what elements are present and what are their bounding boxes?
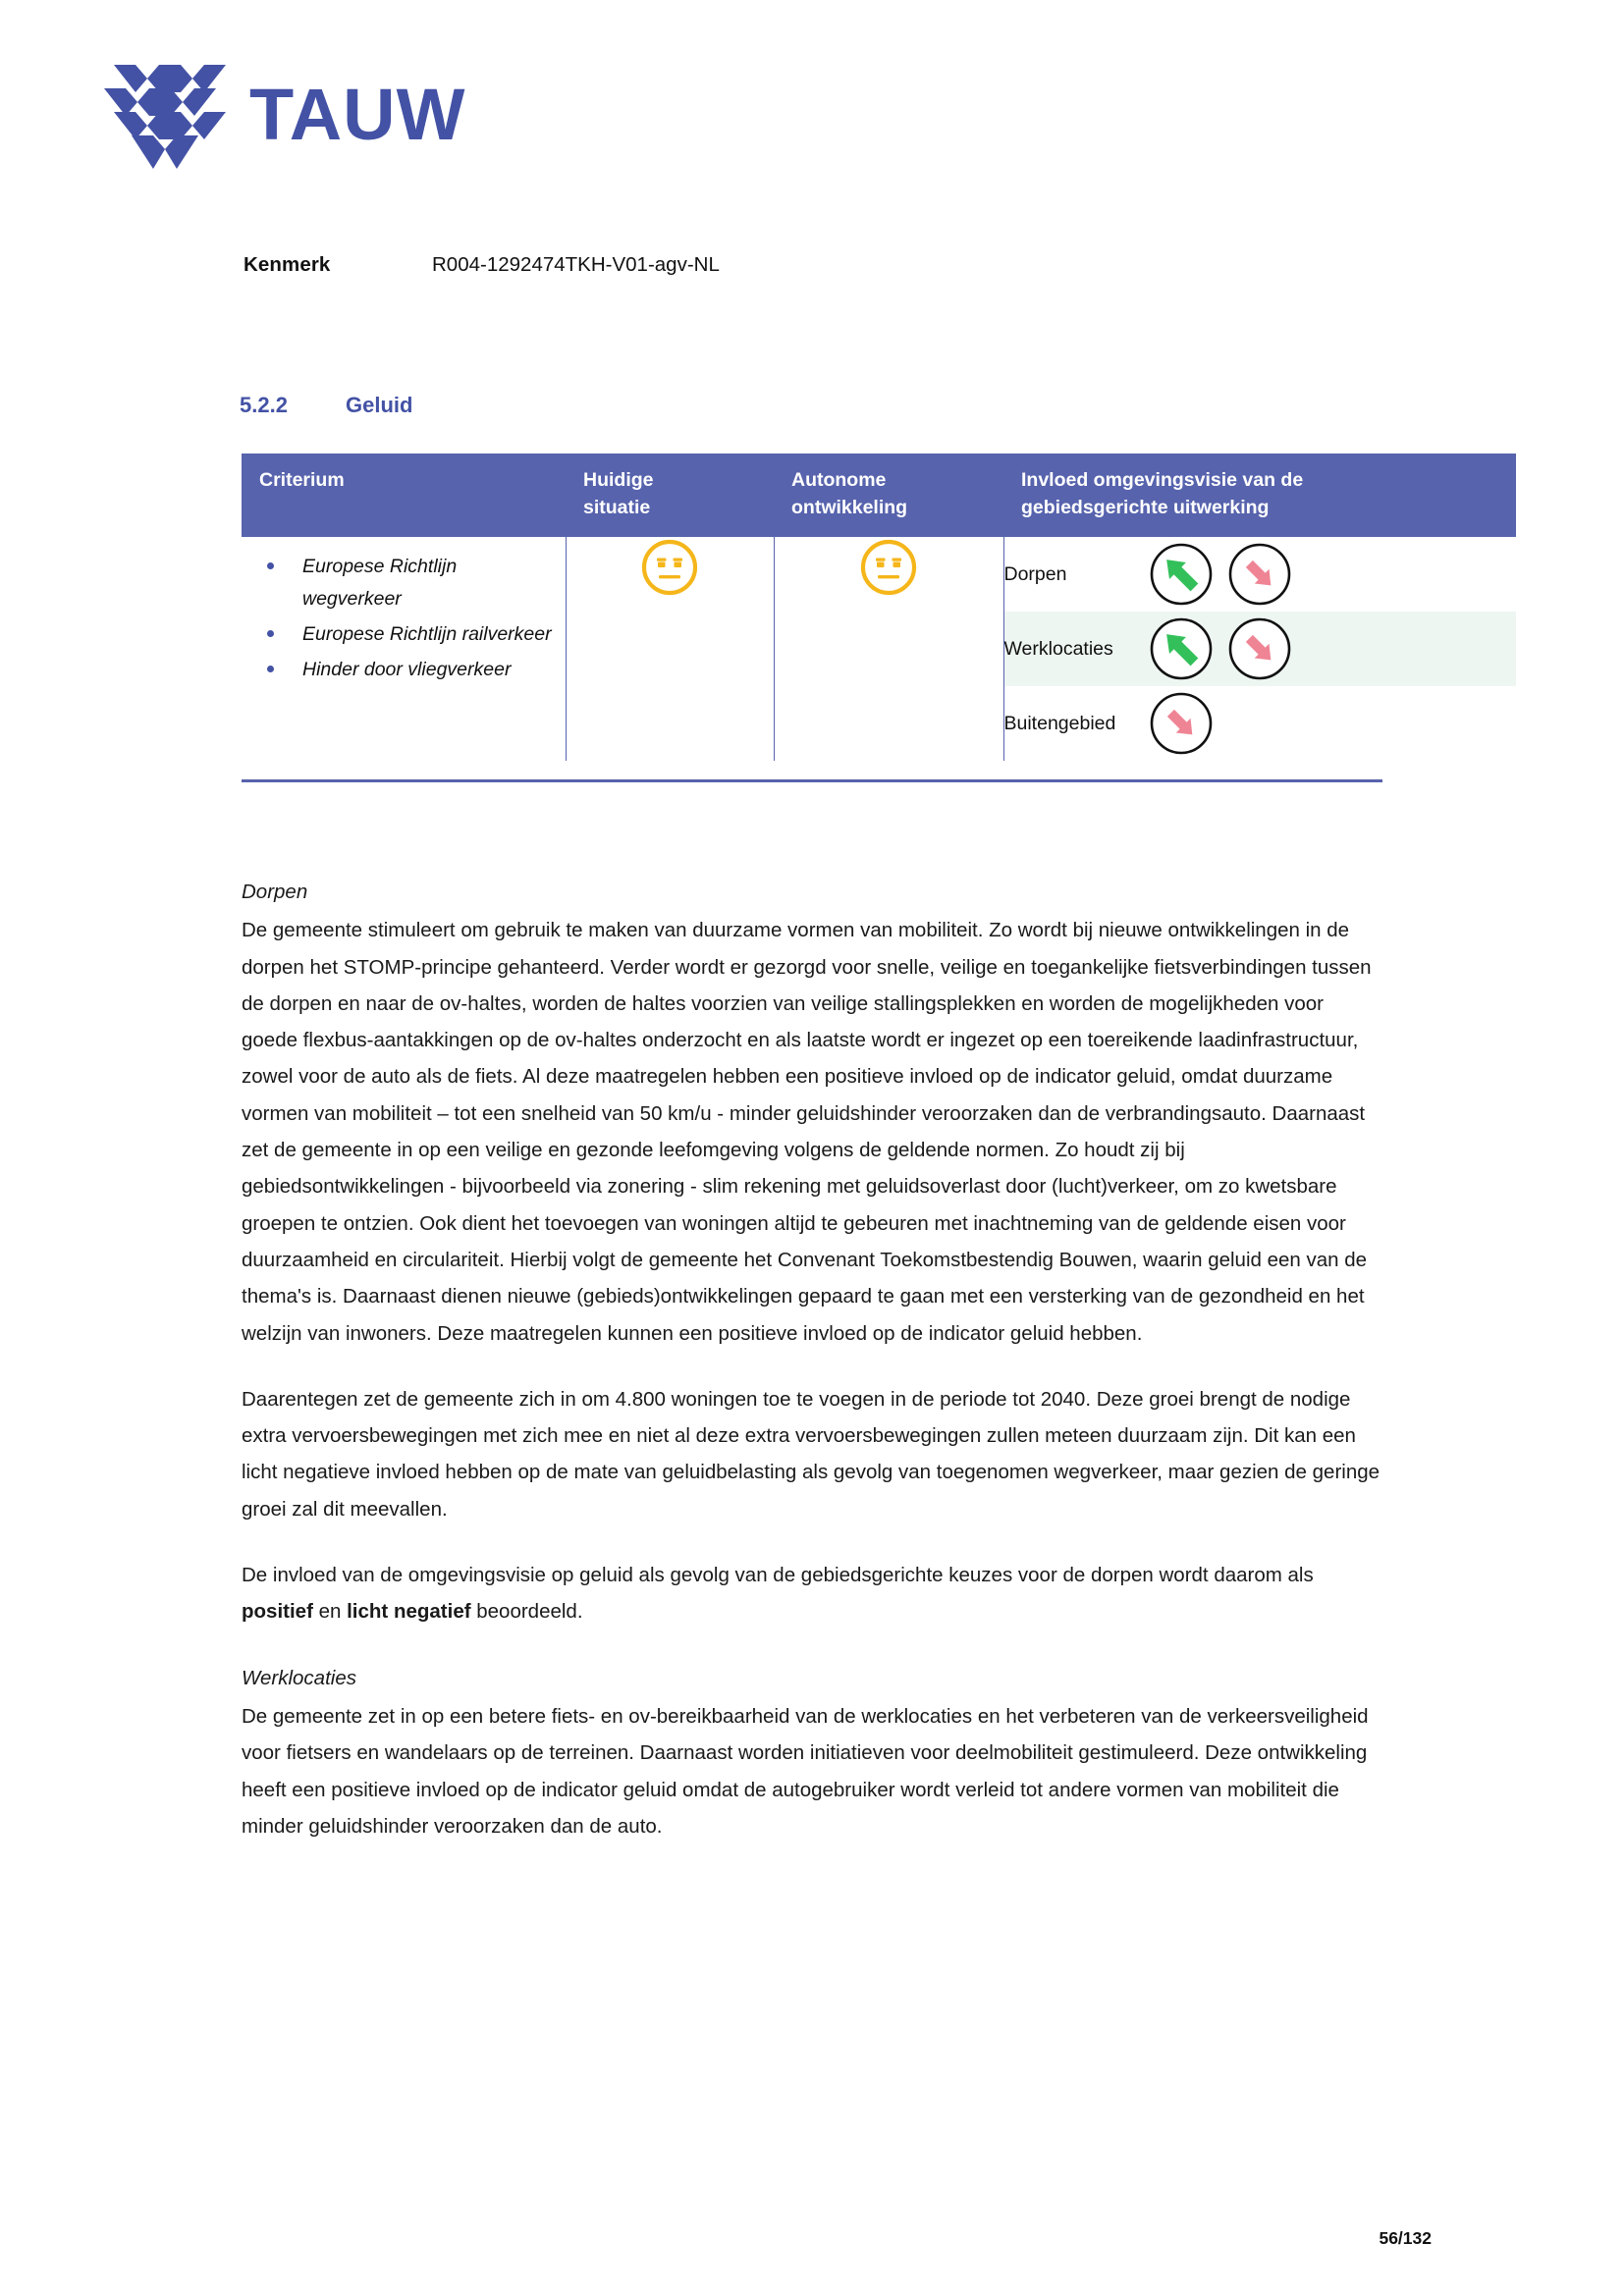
assessment-table [242,454,1516,761]
cell-autonome-ontwikkeling [774,537,1003,761]
cell-invloed-omgevingsvisie [1003,537,1516,761]
region-row-werklocaties [1004,612,1517,686]
neutral-face-icon [858,537,919,598]
cell-criteria [242,537,566,761]
table-header-row [242,454,1516,537]
column-header-autonome-ontwikkeling [774,454,1003,537]
paragraph-dorpen-2: Daarentegen zet de gemeente zich in om 4.800 woningen toe te voegen in de periode tot 2040. Deze groei brengt de nodige extra vervoersbewegingen met zich mee en niet al deze extra vervoersbewegingen zullen meteen duurzaam zijn. Dit kan een licht negatieve invloed hebben op de mate van geluidbelasting als gevolg van toegenomen wegverkeer, maar gezien de geringe groei zal dit meevallen. [242,1387,1380,1521]
tauw-logo [102,59,544,175]
column-header-invloed-line2: gebiedsgerichte uitwerking [1021,496,1270,518]
criteria-label: Europese Richtlijn wegverkeer [302,556,458,610]
arrow-down-right-red-icon [1144,686,1218,761]
conclusion-bold-licht-negatief: licht negatief [347,1600,471,1624]
column-header-criterium [242,454,566,537]
conclusion-text-part3: beoordeeld. [470,1600,583,1624]
subheading-werklocaties: Werklocaties [242,1666,356,1689]
conclusion-bold-positief: positief [242,1600,313,1624]
criteria-list [245,551,556,685]
main-content [242,874,1382,1844]
subheading-dorpen: Dorpen [242,881,308,903]
tauw-chevron-logo [102,59,228,175]
conclusion-text-part1: De invloed van de omgevingsvisie op geluid als gevolg van de gebiedsgerichte keuzes voor de dorpen wordt daarom als [242,1564,1314,1587]
table-body [242,537,1516,761]
column-header-invloed-line1: Invloed omgevingsvisie van de [1021,469,1304,491]
region-label: Werklocaties [1004,612,1144,686]
bullet-icon [267,666,274,672]
criteria-label: Europese Richtlijn railverkeer [302,623,552,646]
arrow-up-right-green-icon [1144,612,1218,686]
region-icons [1144,537,1517,612]
svg-text:TAUW: TAUW [249,79,466,155]
list-item [245,618,556,650]
page-title: Geluid [346,393,413,417]
arrow-down-right-red-icon [1222,537,1297,612]
page-number: 56/132 [1379,2228,1432,2248]
criteria-label: Hinder door vliegverkeer [302,659,512,681]
bullet-icon [267,630,274,637]
column-header-autonome-line1: Autonome [791,469,887,491]
table-row [242,537,1516,761]
conclusion-text-part2: en [312,1600,348,1624]
bullet-icon [267,562,274,569]
table-header [242,454,1516,537]
section-number: 5.2.2 [240,393,288,417]
column-header-criterium-line1: Criterium [259,469,345,491]
region-row-dorpen [1004,537,1517,612]
kenmerk-row [244,253,720,277]
region-icons [1144,612,1517,686]
arrow-up-right-green-icon [1144,537,1218,612]
column-header-invloed-omgevingsvisie [1003,454,1516,537]
tauw-wordmark [249,79,544,155]
list-item [245,654,556,685]
region-label: Dorpen [1003,562,1067,585]
region-icons [1144,686,1517,761]
paragraph-dorpen-conclusion [242,1557,1382,1630]
column-header-huidige-situatie [566,454,774,537]
section-heading [240,393,412,418]
list-item [245,551,556,614]
kenmerk-value: R004-1292474TKH-V01-agv-NL [432,253,720,276]
arrow-down-right-red-icon [1222,612,1297,686]
paragraph-werklocaties-1: De gemeente zet in op een betere fiets- en ov-bereikbaarheid van de werklocaties en het verbeteren van de verkeersveiligheid voor fietsers en wandelaars op de terreinen. Daarnaast worden initiatieven voor deelmobiliteit gestimuleerd. Deze ontwikkeling heeft een positieve invloed op de indicator geluid omdat de autogebruiker wordt verleid tot andere vormen van mobiliteit die minder geluidshinder veroorzaken dan de auto. [242,1704,1369,1838]
region-table [1004,537,1517,761]
region-label: Buitengebied [1003,712,1116,734]
column-header-huidige-line1: Huidige [583,469,654,491]
paragraph-dorpen-1: De gemeente stimuleert om gebruik te maken van duurzame vormen van mobiliteit. Zo wordt bij nieuwe ontwikkelingen in de dorpen het STOMP-principe gehanteerd. Verder wordt er gezorgd voor snelle, veilige en toegankelijke fietsverbindingen tussen de dorpen en naar de ov-haltes, worden de haltes voorzien van veilige stallingsplekken en worden de mogelijkheden voor goede flexbus-aantakkingen op de ov-haltes onderzocht en als laatste wordt er ingezet op een toereikende laadinfrastructuur, zowel voor de auto als de fiets. Al deze maatregelen hebben een positieve invloed op de indicator geluid, omdat duurzame vormen van mobiliteit – tot een snelheid van 50 km/u - minder geluidshinder veroorzaken dan de verbrandingsauto. Daarnaast zet de gemeente in op een veilige en gezonde leefomgeving volgens de geldende normen. Zo houdt zij bij gebiedsontwikkelingen - bijvoorbeeld via zonering - slim rekening met geluidsoverlast door (lucht)verkeer, om zo kwetsbare groepen te ontzien. Ook dient het toevoegen van woningen altijd te gebeuren met inachtneming van de geldende eisen voor duurzaamheid en circulariteit. Hierbij volgt de gemeente het Convenant Toekomstbestendig Bouwen, waarin geluid een van de thema's is. Daarnaast dienen nieuwe (gebieds)ontwikkelingen gepaard te gaan met een versterking van de gezondheid en het welzijn van inwoners. Deze maatregelen kunnen een positieve invloed op de indicator geluid hebben. [242,919,1372,1345]
region-row-buitengebied [1004,686,1517,761]
column-header-huidige-line2: situatie [583,496,651,518]
column-header-autonome-line2: ontwikkeling [791,496,908,518]
cell-huidige-situatie [566,537,774,761]
table-bottom-rule [242,779,1382,782]
neutral-face-icon [639,537,700,598]
kenmerk-label: Kenmerk [244,253,331,276]
